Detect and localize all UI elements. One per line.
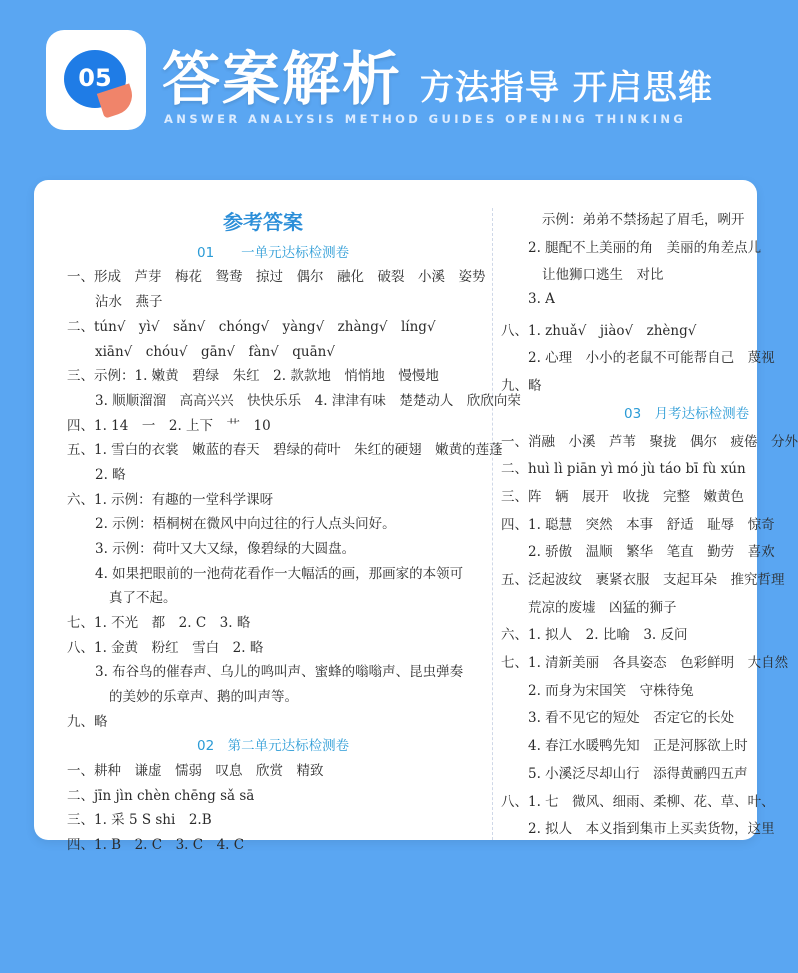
answer-line: 八、1. 七 微风、细雨、柔柳、花、草、叶、 bbox=[501, 794, 775, 810]
answer-line: 九、略 bbox=[501, 378, 542, 394]
answer-line: 3. 示例：荷叶又大又绿，像碧绿的大圆盘。 bbox=[95, 541, 356, 557]
answer-line: 的美妙的乐章声、鹅的叫声等。 bbox=[109, 689, 298, 705]
answer-line: 一、形成 芦芽 梅花 鸳鸯 掠过 偶尔 融化 破裂 小溪 姿势 bbox=[67, 269, 486, 285]
section-heading: 03 月考达标检测卷 bbox=[624, 406, 750, 422]
answer-line: 二、jīn jìn chèn chēng sǎ sā bbox=[67, 788, 255, 804]
answer-line: 八、1. 金黄 粉红 雪白 2. 略 bbox=[67, 640, 264, 656]
answer-line: 2. 骄傲 温顺 繁华 笔直 勤劳 喜欢 bbox=[528, 544, 775, 560]
answer-line: 2. 心理 小小的老鼠不可能帮自己 蔑视 bbox=[528, 350, 775, 366]
answer-line: 5. 小溪泛尽却山行 添得黄鹂四五声 bbox=[528, 766, 748, 782]
answer-line: 2. 腿配不上美丽的角 美丽的角差点儿 bbox=[528, 240, 762, 256]
answer-line: 一、耕种 谦虚 懦弱 叹息 欣赏 精致 bbox=[67, 763, 324, 779]
answer-line: xiān√ chóu√ gān√ fàn√ quān√ bbox=[95, 344, 335, 360]
answer-line: 五、1. 雪白的衣裳 嫩蓝的春天 碧绿的荷叶 朱红的硬翅 嫩黄的莲蓬 bbox=[67, 442, 503, 458]
answer-line: 三、1. 采 5 S shi 2.B bbox=[67, 812, 212, 828]
answer-line: 八、1. zhuǎ√ jiào√ zhèng√ bbox=[501, 323, 697, 339]
answer-line: 示例：弟弟不禁扬起了眉毛，咧开 bbox=[542, 212, 745, 228]
answer-line: 2. 而身为宋国笑 守株待兔 bbox=[528, 683, 694, 699]
section-heading: 01 一单元达标检测卷 bbox=[197, 245, 350, 261]
answer-card bbox=[34, 180, 798, 853]
answer-line: 沾水 燕子 bbox=[95, 294, 163, 310]
answer-line: 四、1. 14 一 2. 上下 艹 10 bbox=[67, 418, 271, 434]
answer-line: 九、略 bbox=[67, 714, 108, 730]
doc-title: 参考答案 bbox=[223, 210, 303, 234]
badge-number: 05 bbox=[78, 64, 112, 92]
answer-line: 4. 春江水暖鸭先知 正是河豚欲上时 bbox=[528, 738, 748, 754]
answer-line: 二、tún√ yì√ sǎn√ chóng√ yàng√ zhàng√ líng√ bbox=[67, 319, 436, 335]
column-divider bbox=[492, 208, 493, 840]
answer-line: 三、示例：1. 嫩黄 碧绿 朱红 2. 款款地 悄悄地 慢慢地 bbox=[67, 368, 439, 384]
answer-line: 六、1. 示例：有趣的一堂科学课呀 bbox=[67, 492, 274, 508]
page-subtitle: 方法指导 开启思维 bbox=[420, 68, 713, 108]
answer-line: 一、消融 小溪 芦苇 聚拢 偶尔 疲倦 分外 bbox=[501, 434, 798, 450]
answer-line: 五、泛起波纹 裹紧衣服 支起耳朵 推究哲理 bbox=[501, 572, 785, 588]
answer-line: 四、1. B 2. C 3. C 4. C bbox=[67, 837, 245, 853]
answer-line: 3. 布谷鸟的催春声、乌儿的鸣叫声、蜜蜂的嗡嗡声、昆虫弹奏 bbox=[95, 664, 464, 680]
logo-badge bbox=[46, 30, 146, 130]
answer-line: 3. 看不见它的短处 否定它的长处 bbox=[528, 710, 735, 726]
answer-line: 七、1. 不光 都 2. C 3. 略 bbox=[67, 615, 251, 631]
page-title-english: ANSWER ANALYSIS METHOD GUIDES OPENING THINKING bbox=[164, 112, 687, 126]
page-title: 答案解析 bbox=[162, 45, 403, 113]
answer-line: 让他狮口逃生 对比 bbox=[542, 267, 664, 283]
answer-line: 2. 示例：梧桐树在微风中向过往的行人点头问好。 bbox=[95, 516, 396, 532]
answer-line: 七、1. 清新美丽 各具姿态 色彩鲜明 大自然 bbox=[501, 655, 789, 671]
answer-line: 荒凉的废墟 凶猛的狮子 bbox=[528, 600, 677, 616]
answer-line: 三、阵 辆 展开 收拢 完整 嫩黄色 bbox=[501, 489, 744, 505]
answer-line: 四、1. 聪慧 突然 本事 舒适 耻辱 惊奇 bbox=[501, 517, 775, 533]
answer-line: 3. A bbox=[528, 291, 555, 307]
answer-line: 二、huì lì piān yì mó jù táo bī fù xún bbox=[501, 461, 746, 477]
answer-line: 4. 如果把眼前的一池荷花看作一大幅活的画，那画家的本领可 bbox=[95, 566, 464, 582]
answer-line: 六、1. 拟人 2. 比喻 3. 反问 bbox=[501, 627, 688, 643]
answer-line: 2. 略 bbox=[95, 467, 126, 483]
answer-line: 2. 拟人 本义指到集市上买卖货物，这里 bbox=[528, 821, 775, 837]
answer-line: 真了不起。 bbox=[109, 590, 177, 606]
section-heading: 02 第二单元达标检测卷 bbox=[197, 738, 350, 754]
answer-line: 3. 顺顺溜溜 高高兴兴 快快乐乐 4. 津津有味 楚楚动人 欣欣向荣 bbox=[95, 393, 521, 409]
